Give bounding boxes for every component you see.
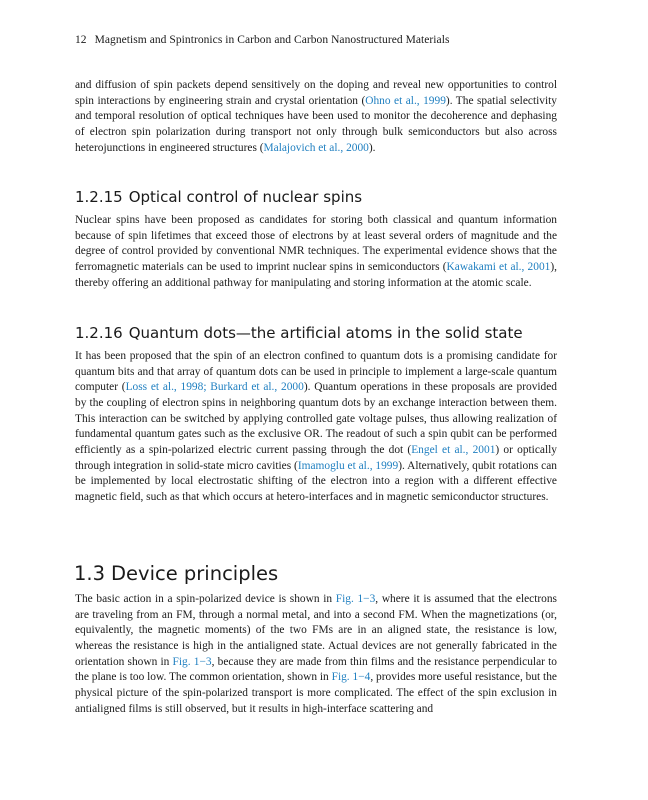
intro-text-3: ).	[368, 141, 376, 154]
citation-link[interactable]: Loss et al., 1998; Burkard et al., 2000	[125, 381, 304, 394]
intro-text-1: and diffusion of spin packets depend sensitively on the doping and reveal new opportunities to control spin interactions by engineering strain and crystal orientation (	[75, 79, 557, 107]
section-title: Device principles	[111, 562, 279, 585]
section-number: 1.3	[74, 562, 106, 585]
paragraph-1-2-15	[75, 213, 557, 291]
paragraph-text-2: ), thereby offering an additional pathway for manipulating and storing information at the atomic scale.	[75, 260, 557, 289]
citation-link[interactable]: Engel et al., 2001	[411, 443, 496, 456]
paragraph-text-2: ). Quantum operations in these proposals are provided by the coupling of electron spins in neighboring quantum dots by an exchange interaction between them. This interaction can be switched by applying controlled gate voltage pulses, thus allowing realization of fundamental quantum gates such as the exclusive OR. The readout of such a spin qubit can be performed efficiently as a spin-polarized electric current passing through the dot (	[75, 381, 557, 456]
citation-link[interactable]: Imamoglu et al., 1999	[297, 459, 399, 472]
paragraph-text-1: Nuclear spins have been proposed as candidates for storing both classical and quantum information because of spin lifetimes that exceed those of electrons by at least several orders of magnitude and the degree of control provided by conventional NMR techniques. The experimental evidence shows that the ferromagnetic materials can be used to imprint nuclear spins in semiconductors (	[75, 214, 557, 273]
section-heading-1-2-16	[75, 324, 523, 342]
intro-paragraph	[75, 78, 557, 156]
paragraph-text-1: The basic action in a spin-polarized device is shown in	[75, 593, 336, 605]
citation-link[interactable]: Fig. 1−3	[335, 593, 376, 605]
paragraph-text-3: , because they are made from thin films and the resistance perpendicular to the plane is too low. The common orientation, shown in	[75, 655, 557, 684]
paragraph-1-2-16	[75, 349, 557, 506]
paragraph-text-1: It has been proposed that the spin of an electron confined to quantum dots is a promising candidate for quantum bits and that array of quantum dots can be used in principle to implement a large-scale quantum computer (	[75, 350, 557, 394]
citation-link[interactable]: Malajovich et al., 2000	[263, 141, 369, 154]
intro-text-2: ). The spatial selectivity and temporal resolution of optical techniques have been used to monitor the decoherence and dephasing of electron spin polarization during transport not only through bulk semiconductors but also across heterojunctions in engineered structures (	[75, 94, 557, 154]
section-heading-1-2-15	[75, 188, 362, 206]
citation-link[interactable]: Kawakami et al., 2001	[446, 260, 551, 273]
page-number: 12	[75, 34, 87, 46]
paragraph-text-2: , where it is assumed that the electrons are traveling from an FM, through a normal metal, and into a second FM. When the magnetizations (or, equivalently, the magnetic moments) of the two FMs are in an aligned state, the resistance is low, whereas the resistance is high in the antialigned state. Actual devices are not generally fabricated in the orientation shown in	[75, 593, 557, 668]
section-number: 1.2.15	[75, 188, 123, 206]
citation-link[interactable]: Ohno et al., 1999	[365, 94, 446, 107]
running-head	[75, 34, 449, 46]
paragraph-text-4: , provides more useful resistance, but the physical picture of the spin-polarized transport is more complicated. The effect of the spin exclusion in antialigned films is still observed, but it results in high-interface scattering and	[75, 671, 557, 715]
paragraph-1-3	[75, 592, 557, 717]
citation-link[interactable]: Fig. 1−4	[331, 671, 371, 684]
section-heading-1-3	[74, 562, 278, 585]
section-title: Quantum dots—the artificial atoms in the solid state	[128, 324, 523, 342]
running-head-title: Magnetism and Spintronics in Carbon and Carbon Nanostructured Materials	[94, 34, 450, 46]
citation-link[interactable]: Fig. 1−3	[172, 655, 212, 668]
section-title: Optical control of nuclear spins	[128, 188, 363, 206]
paragraph-text-4: ). Alternatively, qubit rotations can be implemented by local electrostatic shifting of the electron into a region with a different effective magnetic field, such as that which occurs at hetero-interfaces and in magnetic semiconductor structures.	[75, 459, 557, 503]
section-number: 1.2.16	[75, 324, 123, 342]
paragraph-text-3: ) or optically through integration in solid-state micro cavities (	[75, 443, 557, 472]
